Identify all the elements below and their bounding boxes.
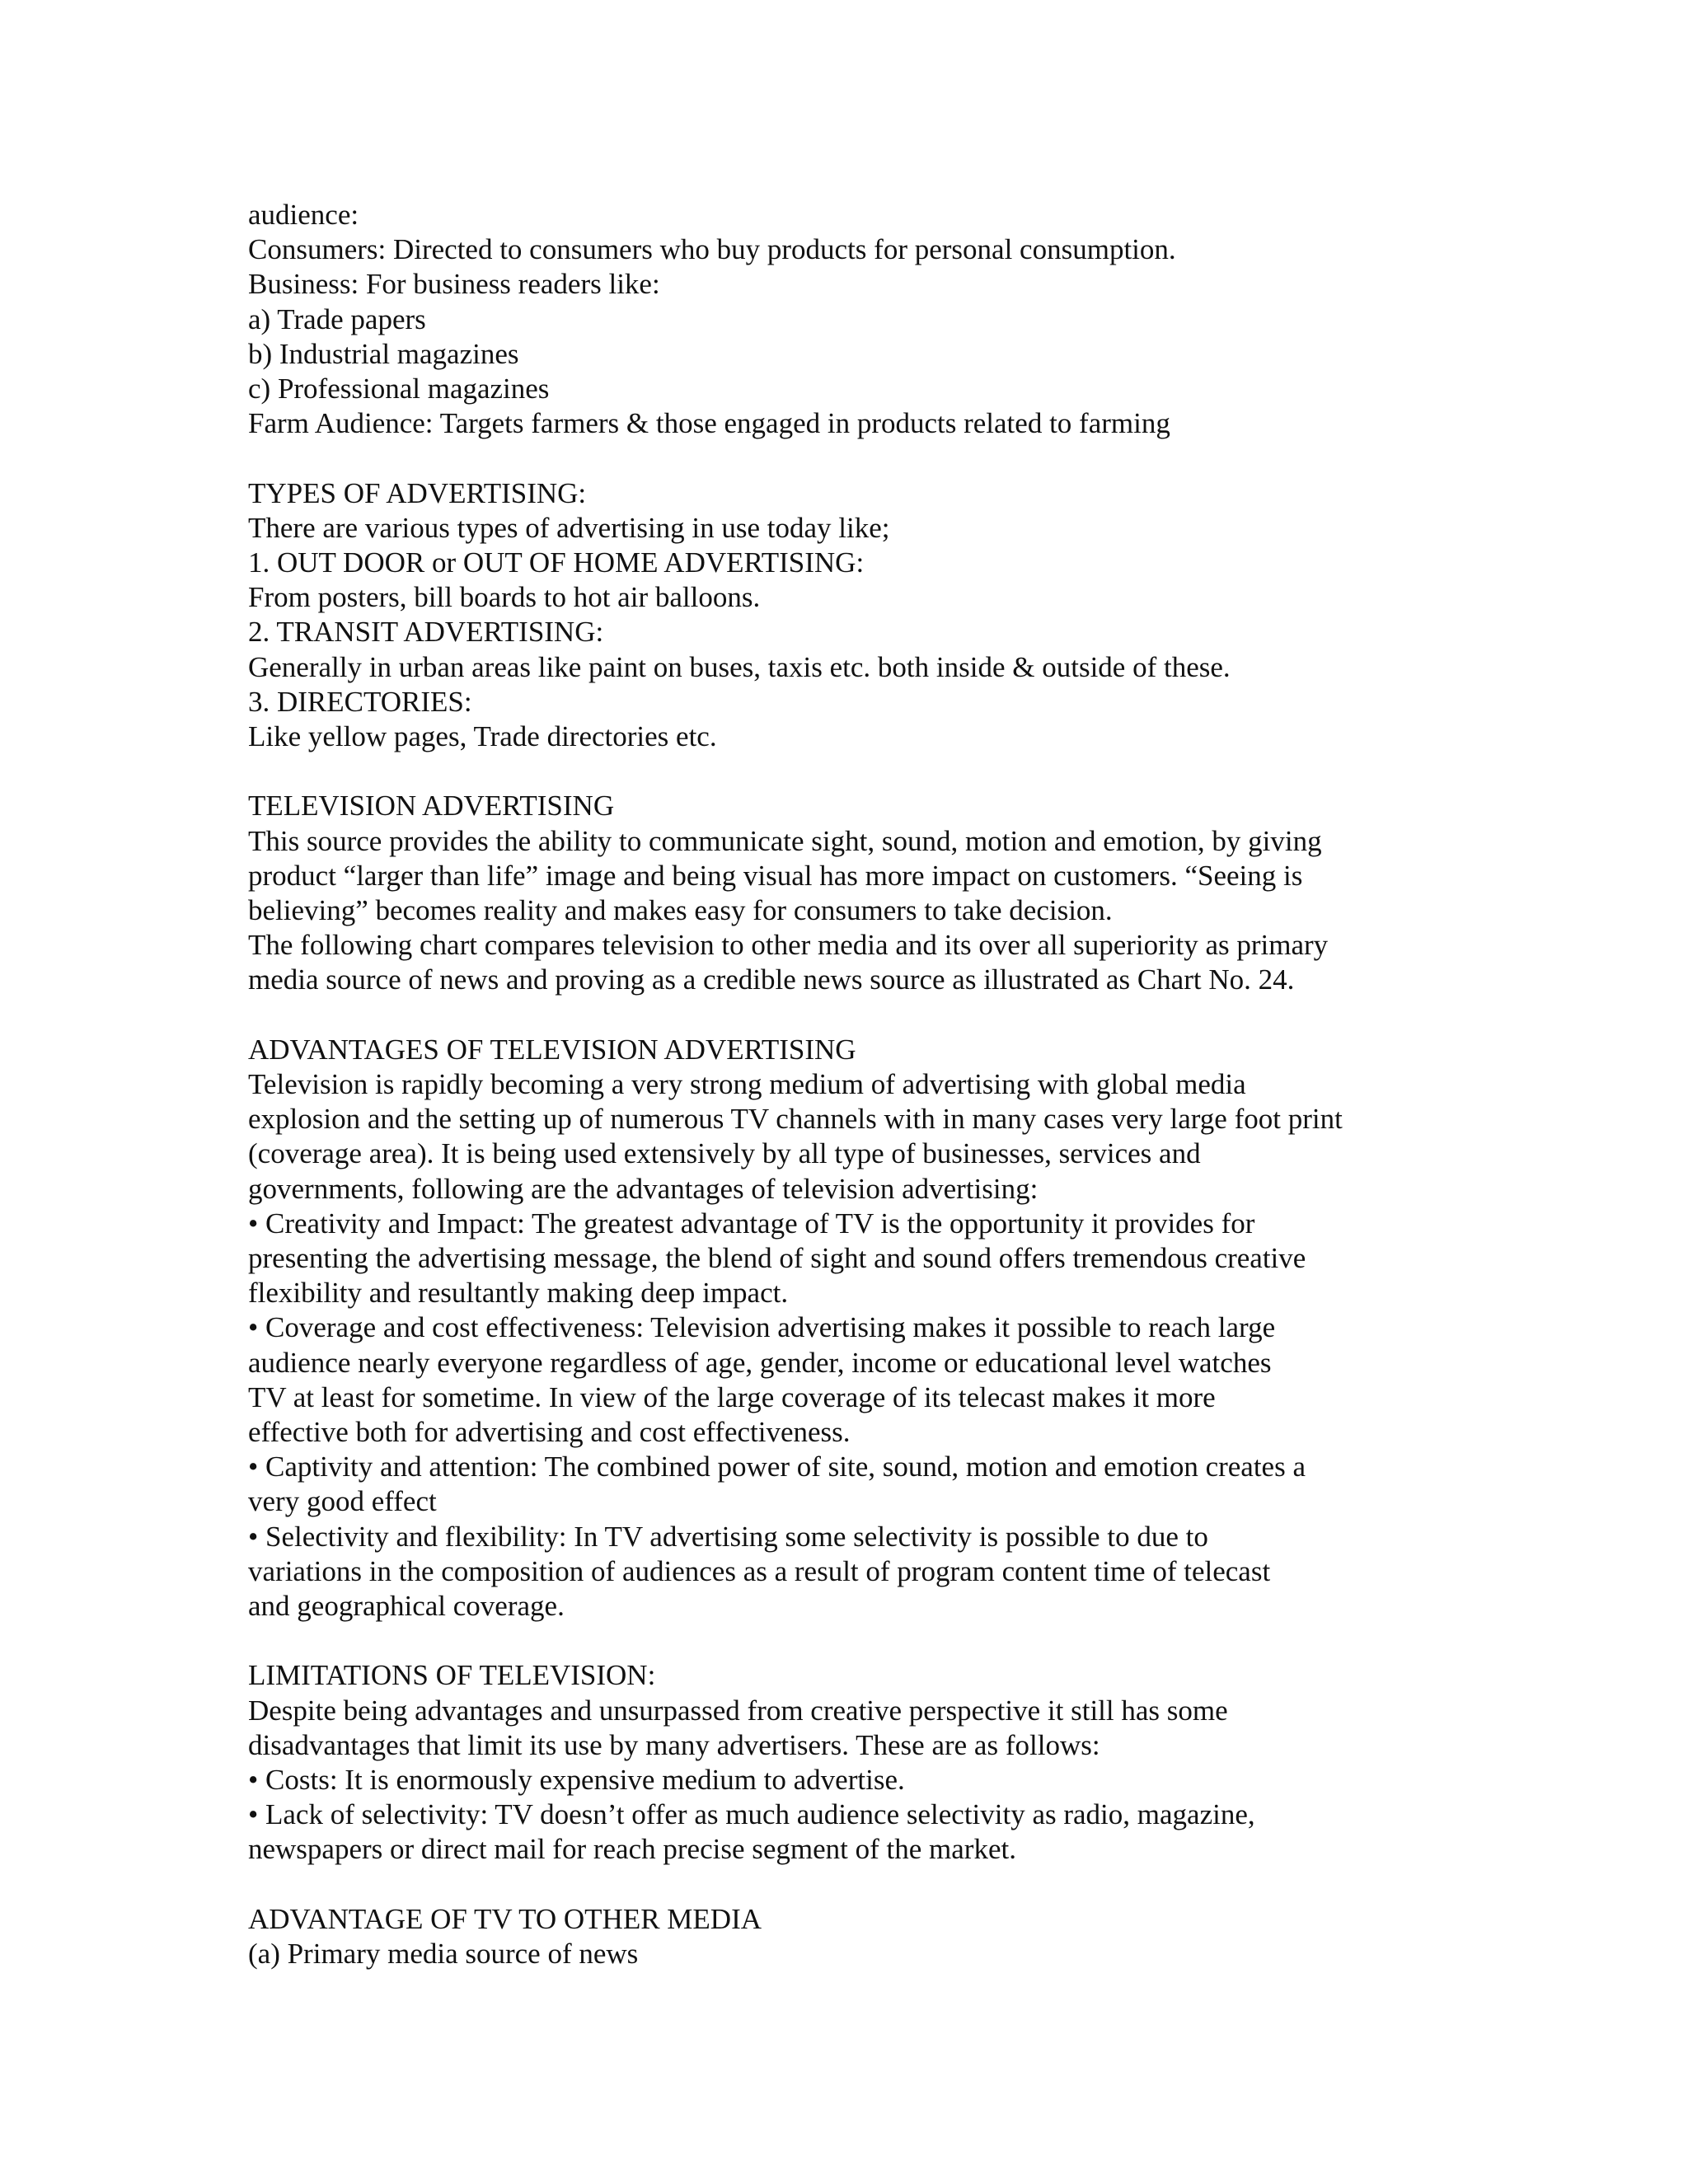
list-item: 3. DIRECTORIES: (248, 685, 472, 718)
section-heading: TELEVISION ADVERTISING (248, 790, 615, 823)
text-line: product “larger than life” image and being visual has more impact on customers. “Seeing is (248, 859, 1303, 892)
text-line: media source of news and proving as a credible news source as illustrated as Chart No. 24. (248, 963, 1295, 996)
advantages-section (248, 1033, 1451, 1624)
text-line: Farm Audience: Targets farmers & those engaged in products related to farming (248, 407, 1170, 440)
list-item: b) Industrial magazines (248, 337, 519, 370)
text-line: Television is rapidly becoming a very strong medium of advertising with global media (248, 1068, 1246, 1101)
text-line: newspapers or direct mail for reach precise segment of the market. (248, 1833, 1016, 1866)
text-line: governments, following are the advantages of television advertising: (248, 1172, 1039, 1205)
text-line: audience nearly everyone regardless of age, gender, income or educational level watches (248, 1346, 1272, 1379)
bullet-item: • Creativity and Impact: The greatest advantage of TV is the opportunity it provides for (248, 1207, 1255, 1240)
section-spacer (248, 754, 1451, 789)
bullet-item: • Selectivity and flexibility: In TV advertising some selectivity is possible to due to (248, 1520, 1208, 1553)
list-item: (a) Primary media source of news (248, 1938, 639, 1971)
section-heading: ADVANTAGES OF TELEVISION ADVERTISING (248, 1033, 856, 1066)
text-line: (coverage area). It is being used extensively by all type of businesses, services and (248, 1137, 1201, 1170)
text-line: very good effect (248, 1485, 437, 1518)
document-page (248, 198, 1451, 1971)
text-line: effective both for advertising and cost effectiveness. (248, 1416, 851, 1449)
text-line: audience: (248, 199, 359, 231)
television-advertising-section (248, 789, 1451, 997)
text-line: Consumers: Directed to consumers who buy products for personal consumption. (248, 233, 1176, 266)
text-line: The following chart compares television to other media and its over all superiority as primary (248, 929, 1329, 962)
text-line: believing” becomes reality and makes easy for consumers to take decision. (248, 894, 1113, 927)
text-line: Like yellow pages, Trade directories etc. (248, 720, 717, 753)
section-spacer (248, 441, 1451, 476)
text-line: disadvantages that limit its use by many advertisers. These are as follows: (248, 1728, 1100, 1761)
list-item: c) Professional magazines (248, 373, 550, 405)
text-line: presenting the advertising message, the blend of sight and sound offers tremendous creative (248, 1242, 1306, 1275)
text-line: flexibility and resultantly making deep impact. (248, 1277, 789, 1310)
list-item: a) Trade papers (248, 302, 426, 335)
text-line: Despite being advantages and unsurpassed from creative perspective it still has some (248, 1694, 1228, 1727)
text-line: explosion and the setting up of numerous TV channels with in many cases very large foot print (248, 1103, 1343, 1136)
text-line: TV at least for sometime. In view of the large coverage of its telecast makes it more (248, 1380, 1216, 1413)
bullet-item: • Lack of selectivity: TV doesn’t offer as much audience selectivity as radio, magazine, (248, 1798, 1255, 1831)
section-heading: ADVANTAGE OF TV TO OTHER MEDIA (248, 1902, 762, 1935)
section-spacer (248, 998, 1451, 1033)
section-heading: LIMITATIONS OF TELEVISION: (248, 1659, 656, 1692)
list-item: 2. TRANSIT ADVERTISING: (248, 616, 604, 649)
section-heading: TYPES OF ADVERTISING: (248, 476, 587, 509)
text-line: There are various types of advertising in use today like; (248, 511, 890, 544)
audience-section (248, 198, 1451, 441)
bullet-item: • Costs: It is enormously expensive medium to advertise. (248, 1764, 905, 1797)
text-line: From posters, bill boards to hot air balloons. (248, 581, 761, 614)
text-line: variations in the composition of audiences as a result of program content time of telecast (248, 1554, 1271, 1587)
bullet-item: • Coverage and cost effectiveness: Television advertising makes it possible to reach large (248, 1311, 1276, 1344)
text-line: Generally in urban areas like paint on buses, taxis etc. both inside & outside of these. (248, 650, 1231, 683)
bullet-item: • Captivity and attention: The combined power of site, sound, motion and emotion creates a (248, 1451, 1306, 1483)
types-of-advertising-section (248, 476, 1451, 755)
text-line: This source provides the ability to communicate sight, sound, motion and emotion, by giving (248, 824, 1322, 857)
text-line: Business: For business readers like: (248, 268, 660, 301)
list-item: 1. OUT DOOR or OUT OF HOME ADVERTISING: (248, 546, 865, 579)
text-line: and geographical coverage. (248, 1590, 565, 1623)
limitations-section (248, 1658, 1451, 1867)
section-spacer (248, 1868, 1451, 1902)
tv-other-media-section (248, 1902, 1451, 1971)
section-spacer (248, 1624, 1451, 1658)
